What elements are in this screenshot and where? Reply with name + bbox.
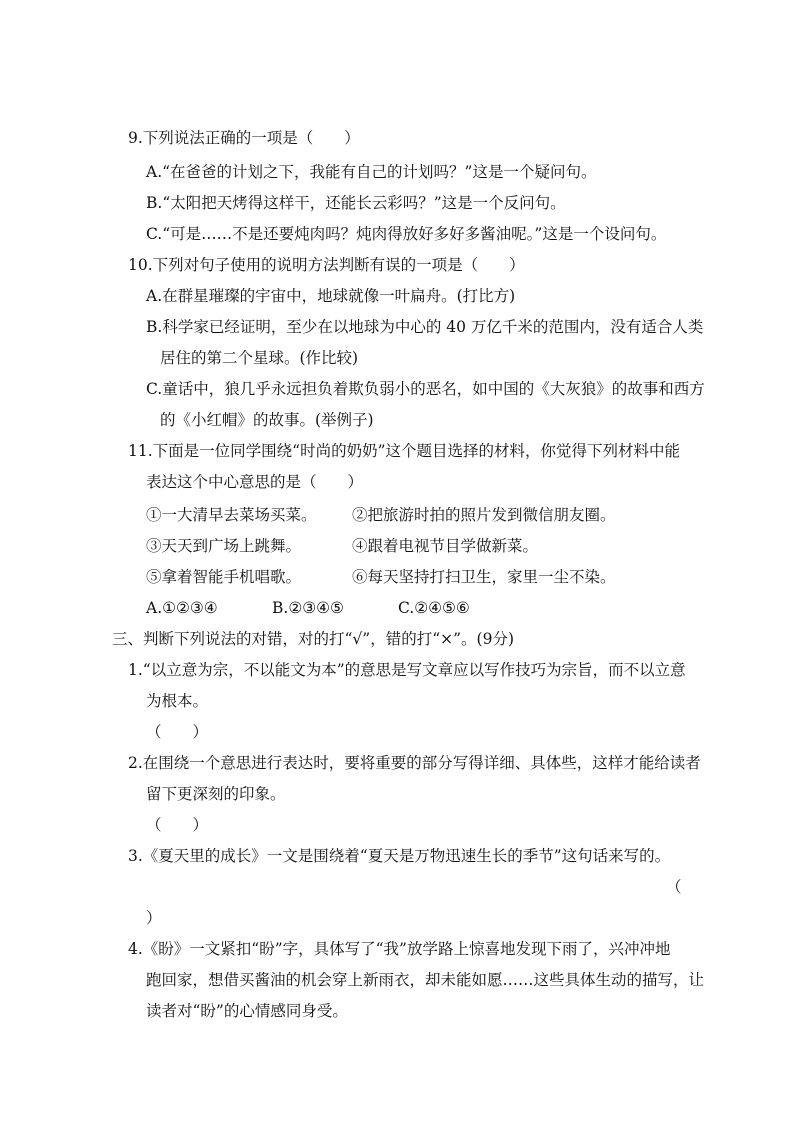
q11-material-6: ⑥每天坚持打扫卫生，家里一尘不染。 <box>352 568 616 586</box>
s3-item1-line1: 1.“以立意为宗，不以能文为本”的意思是写文章应以写作技巧为宗旨，而不以立意 <box>128 661 686 679</box>
q11-stem-line2: 表达这个中心意思的是（ ） <box>146 473 364 491</box>
s3-item1-answer-blank[interactable]: （ ） <box>146 723 209 741</box>
q10-option-a: A.在群星璀璨的宇宙中，地球就像一叶扁舟。(打比方) <box>146 287 516 305</box>
q11-option-b: B.②③④⑤ <box>272 599 344 617</box>
s3-item4-line2: 跑回家，想借买酱油的机会穿上新雨衣，却未能如愿……这些具体生动的描写，让 <box>146 971 705 989</box>
q11-material-3: ③天天到广场上跳舞。 <box>146 537 302 555</box>
q11-material-4: ④跟着电视节目学做新菜。 <box>352 537 539 555</box>
q9-option-c: C.“可是……不是还要炖肉吗？炖肉得放好多好多酱油呢。”这是一个设问句。 <box>146 225 667 243</box>
s3-item2-answer-blank[interactable]: （ ） <box>146 816 209 834</box>
s3-item1-line2: 为根本。 <box>146 692 209 710</box>
s3-item2-line1: 2.在围绕一个意思进行表达时，要将重要的部分写得详细、具体些，这样才能给读者 <box>128 754 701 772</box>
q11-option-c: C.②④⑤⑥ <box>398 599 470 617</box>
q10-option-b-line2: 居住的第二个星球。(作比较) <box>160 349 359 367</box>
q11-material-1: ①一大清早去菜场买菜。 <box>146 506 317 524</box>
q11-material-2: ②把旅游时拍的照片发到微信朋友圈。 <box>352 506 616 524</box>
q9-option-a: A.“在爸爸的计划之下，我能有自己的计划吗？”这是一个疑问句。 <box>146 163 597 181</box>
q11-stem-line1: 11.下面是一位同学围绕“时尚的奶奶”这个题目选择的材料，你觉得下列材料中能 <box>128 442 681 460</box>
s3-item3-answer-blank-open[interactable]: （ <box>666 878 682 896</box>
q11-material-5: ⑤拿着智能手机唱歌。 <box>146 568 302 586</box>
s3-item4-line3: 读者对“盼”的心情感同身受。 <box>146 1002 348 1020</box>
q11-option-a: A.①②③④ <box>146 599 218 617</box>
q10-stem: 10.下列对句子使用的说明方法判断有误的一项是（ ） <box>128 256 525 274</box>
s3-item3-line1: 3.《夏天里的成长》一文是围绕着“夏天是万物迅速生长的季节”这句话来写的。 <box>128 847 671 865</box>
q9-stem: 9.下列说法正确的一项是（ ） <box>128 129 360 147</box>
s3-item3-answer-blank-close: ） <box>146 909 162 927</box>
q10-option-b-line1: B.科学家已经证明，至少在以地球为中心的 40 万亿千米的范围内，没有适合人类 <box>146 318 704 336</box>
q10-option-c-line2: 的《小红帽》的故事。(举例子) <box>160 411 374 429</box>
s3-item4-line1: 4.《盼》一文紧扣“盼”字，具体写了“我”放学路上惊喜地发现下雨了，兴冲冲地 <box>128 940 671 958</box>
q9-option-b: B.“太阳把天烤得这样干，还能长云彩吗？”这是一个反问句。 <box>146 194 566 212</box>
q10-option-c-line1: C.童话中，狼几乎永远担负着欺负弱小的恶名，如中国的《大灰狼》的故事和西方 <box>146 380 705 398</box>
s3-item2-line2: 留下更深刻的印象。 <box>146 785 286 803</box>
section3-title: 三、判断下列说法的对错，对的打“√”，错的打“×”。(9分) <box>112 630 515 648</box>
